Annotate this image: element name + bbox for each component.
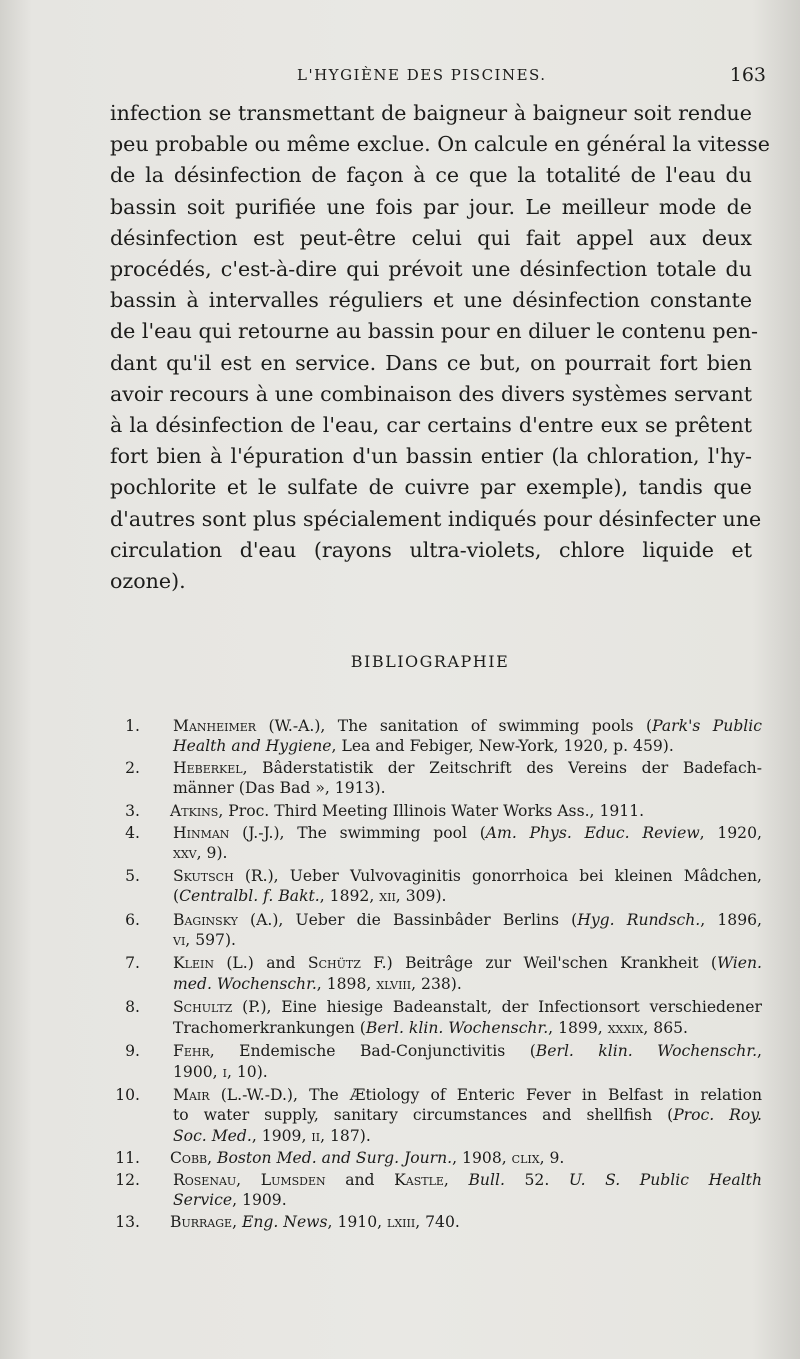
entry-text: , 597).	[185, 931, 237, 950]
bibliography-entry	[110, 801, 762, 821]
entry-text: , 9).	[196, 844, 228, 863]
entry-text: ,	[757, 1042, 762, 1061]
entry-text: , Lea and Febiger, New-York, 1920, p. 459).	[331, 737, 674, 756]
body-line: bassin à intervalles réguliers et une désinfection constante	[110, 288, 752, 313]
entry-text: männer (Das Bad », 1913).	[173, 779, 386, 798]
entry-number: 4.	[125, 824, 140, 843]
entry-author: Burrage	[170, 1213, 233, 1232]
entry-text: 52.	[504, 1170, 569, 1189]
entry-coauthor: Lumsden	[260, 1170, 326, 1189]
entry-text: , 309).	[395, 887, 447, 906]
entry-volume: vi	[173, 931, 186, 950]
body-line: de l'eau qui retourne au bassin pour en diluer le contenu pen-	[110, 319, 758, 344]
entry-author: Hinman	[173, 824, 230, 843]
entry-author: Fehr	[173, 1042, 210, 1061]
bibliography-entry	[110, 1085, 762, 1146]
entry-text: ,	[207, 1149, 218, 1168]
entry-number: 11.	[115, 1149, 140, 1168]
entry-text: to water supply, sanitary circumstances and shellfish (	[173, 1106, 674, 1125]
entry-text: (	[173, 887, 180, 906]
entry-journal: Proc. Roy.	[673, 1106, 762, 1125]
entry-volume: xxv	[173, 844, 197, 863]
entry-journal: Boston Med. and Surg. Journ.	[217, 1149, 453, 1168]
bibliography-title: BIBLIOGRAPHIE	[350, 652, 510, 671]
entry-text: , 10).	[226, 1062, 268, 1081]
page-number: 163	[729, 64, 766, 86]
body-line: peu probable ou même exclue. On calcule en général la vitesse	[110, 132, 770, 157]
entry-number: 1.	[125, 717, 140, 735]
body-line: infection se transmettant de baigneur à baigneur soit rendue	[110, 101, 752, 125]
entry-volume: xlviii	[376, 974, 412, 993]
entry-author: Atkins	[170, 801, 219, 820]
entry-text: , 740.	[415, 1213, 460, 1232]
body-line: de la désinfection de façon à ce que la totalité de l'eau du	[110, 163, 752, 188]
entry-author: Skutsch	[173, 866, 234, 885]
entry-author: Baginsky	[173, 910, 238, 929]
entry-text: , 238).	[411, 974, 462, 993]
entry-text: ,	[443, 1170, 469, 1189]
body-line: bassin soit purifiée une fois par jour. Le meilleur mode de	[110, 194, 752, 219]
entry-text: , Endemische Bad-Conjunctivitis (	[209, 1042, 536, 1061]
entry-author: Mair	[173, 1085, 210, 1104]
bibliography-entry	[110, 823, 762, 864]
entry-text: F.) Beitrâge zur Weil'schen Krankheit (	[360, 954, 718, 973]
entry-journal: Berl. klin. Wochenschr.	[535, 1042, 758, 1061]
body-line: avoir recours à une combinaison des divers systèmes servant	[110, 381, 752, 406]
entry-journal: Service	[173, 1190, 233, 1209]
entry-number: 12.	[115, 1170, 140, 1189]
bibliography-entry	[110, 1170, 762, 1211]
entry-number: 7.	[125, 954, 140, 973]
entry-text: and	[325, 1170, 395, 1189]
entry-text: , 1909,	[251, 1126, 312, 1145]
entry-journal: Eng. News	[241, 1213, 328, 1232]
entry-number: 10.	[115, 1085, 140, 1104]
entry-number: 13.	[115, 1213, 140, 1232]
bibliography-entry	[110, 953, 762, 994]
entry-text: (L.) and	[213, 954, 308, 973]
entry-text: , 187).	[320, 1126, 371, 1145]
entry-text: (L.-W.-D.), The Ætiology of Enteric Fever in Belfast in relation	[209, 1085, 762, 1104]
bibliography-list	[110, 716, 762, 1233]
entry-text: Trachomerkrankungen (	[173, 1018, 366, 1037]
entry-number: 5.	[125, 866, 140, 885]
body-line: à la désinfection de l'eau, car certains d'entre eux se prêtent	[110, 413, 752, 438]
body-paragraph	[110, 98, 770, 597]
entry-text: , 1896,	[700, 910, 762, 929]
entry-volume: xii	[379, 887, 396, 906]
body-line: pochlorite et le sulfate de cuivre par exemple), tandis que	[110, 475, 752, 500]
entry-text: (A.), Ueber die Bassinbâder Berlins (	[237, 910, 578, 929]
entry-text: , 1920,	[699, 824, 762, 843]
entry-author: Rosenau	[173, 1170, 237, 1189]
entry-text: (R.), Ueber Vulvovaginitis gonorrhoica bei kleinen Mâdchen,	[233, 866, 762, 885]
entry-volume: ii	[311, 1126, 321, 1145]
entry-text: , Bâderstatistik der Zeitschrift des Vereins der Badefach-	[242, 758, 762, 777]
entry-text: , 865.	[643, 1018, 688, 1037]
entry-number: 2.	[125, 758, 140, 777]
entry-journal: Wien.	[717, 954, 762, 973]
body-line: circulation d'eau (rayons ultra-violets, chlore liquide et	[110, 537, 752, 562]
entry-journal: Health and Hygiene	[173, 737, 332, 756]
bibliography-entry	[110, 997, 762, 1038]
bibliography-entry	[110, 716, 762, 757]
entry-journal: Am. Phys. Educ. Review	[485, 824, 700, 843]
entry-text: (J.-J.), The swimming pool (	[229, 824, 486, 843]
entry-author: Manheimer	[173, 717, 257, 735]
entry-text: , 9.	[539, 1149, 565, 1168]
entry-text: (W.-A.), The sanitation of swimming pools (	[256, 717, 653, 735]
entry-journal: med. Wochenschr.	[173, 974, 317, 993]
running-title: L'HYGIÈNE DES PISCINES.	[297, 66, 547, 84]
bibliography-entry	[110, 758, 762, 799]
entry-author: Cobb	[170, 1149, 208, 1168]
entry-volume: i	[222, 1062, 227, 1081]
entry-text: ,	[236, 1170, 261, 1189]
bibliography-entry	[110, 1212, 762, 1232]
entry-journal: Soc. Med.	[173, 1126, 252, 1145]
body-line: ozone).	[110, 569, 186, 594]
entry-text: ,	[232, 1213, 242, 1232]
entry-number: 9.	[125, 1042, 140, 1061]
entry-coauthor: Kastle	[394, 1170, 444, 1189]
entry-volume: lxiii	[387, 1213, 416, 1232]
entry-journal: Park's Public	[652, 717, 763, 735]
entry-text: 1900,	[173, 1062, 223, 1081]
entry-text: , 1908,	[452, 1149, 512, 1168]
entry-author: Klein	[173, 954, 214, 973]
entry-number: 6.	[125, 910, 140, 929]
entry-volume: xxxix	[607, 1018, 644, 1037]
body-line: procédés, c'est-à-dire qui prévoit une désinfection totale du	[110, 257, 752, 282]
entry-text: , Proc. Third Meeting Illinois Water Works Ass., 1911.	[218, 801, 645, 820]
entry-text: , 1898,	[316, 974, 377, 993]
body-line: dant qu'il est en service. Dans ce but, on pourrait fort bien	[110, 350, 752, 375]
entry-number: 3.	[125, 801, 140, 820]
entry-journal: U. S. Public Health	[568, 1170, 762, 1189]
body-line: fort bien à l'épuration d'un bassin entier (la chloration, l'hy-	[110, 444, 752, 469]
entry-number: 8.	[125, 998, 140, 1017]
entry-journal: Berl. klin. Wochenschr.	[365, 1018, 549, 1037]
entry-text: (P.), Eine hiesige Badeanstalt, der Infectionsort verschiedener	[232, 998, 762, 1017]
entry-text: , 1899,	[548, 1018, 608, 1037]
bibliography-entry	[110, 910, 762, 951]
entry-journal: Bull.	[468, 1170, 505, 1189]
page-header	[110, 64, 770, 94]
entry-journal: Centralbl. f. Bakt.	[179, 887, 320, 906]
bibliography-entry	[110, 1041, 762, 1082]
entry-text: , 1910,	[327, 1213, 388, 1232]
entry-text: , 1909.	[232, 1190, 287, 1209]
entry-volume: clix	[511, 1149, 540, 1168]
entry-journal: Hyg. Rundsch.	[577, 910, 701, 929]
bibliography-entry	[110, 866, 762, 907]
bibliography-entry	[110, 1148, 762, 1168]
body-line: désinfection est peut-être celui qui fait appel aux deux	[110, 225, 752, 250]
entry-author: Schultz	[173, 998, 233, 1017]
body-line: d'autres sont plus spécialement indiqués pour désinfecter une	[110, 506, 762, 531]
entry-coauthor: Schütz	[307, 954, 361, 973]
entry-author: Heberkel	[173, 758, 243, 777]
entry-text: , 1892,	[319, 887, 380, 906]
